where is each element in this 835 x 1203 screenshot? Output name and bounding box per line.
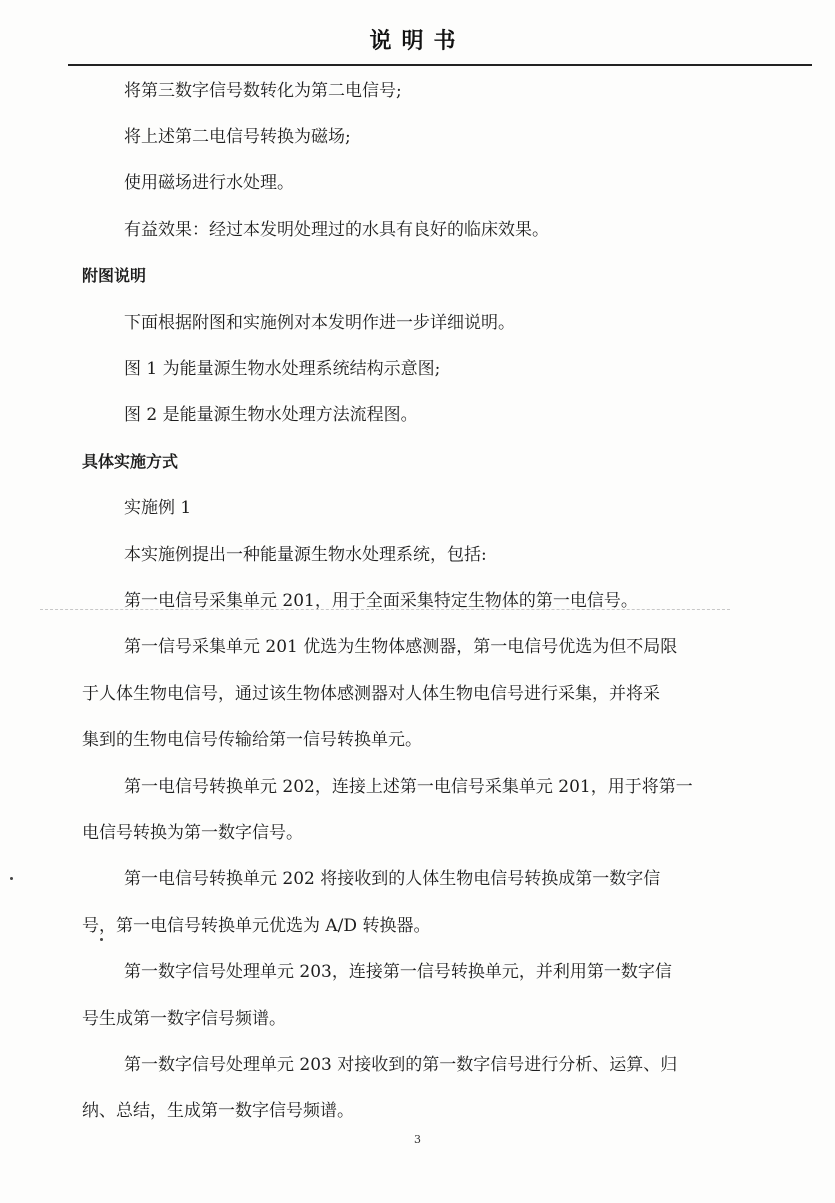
section-heading: 附图说明 bbox=[82, 266, 147, 285]
text-line: 第一数字信号处理单元 203 对接收到的第一数字信号进行分析、运算、归 bbox=[124, 1055, 678, 1075]
page-title: 说明书 bbox=[369, 29, 466, 54]
text-line: 集到的生物电信号传输给第一信号转换单元。 bbox=[82, 730, 422, 750]
text-line: 有益效果：经过本发明处理过的水具有良好的临床效果。 bbox=[124, 220, 549, 240]
text-line: 第一电信号转换单元 202 将接收到的人体生物电信号转换成第一数字信 bbox=[124, 869, 661, 889]
text-line: 将第三数字信号数转化为第二电信号; bbox=[124, 81, 402, 101]
text-line: 电信号转换为第一数字信号。 bbox=[82, 823, 303, 843]
text-line: 第一信号采集单元 201 优选为生物体感测器，第一电信号优选为但不局限 bbox=[124, 637, 678, 657]
text-line: 第一电信号采集单元 201，用于全面采集特定生物体的第一电信号。 bbox=[124, 591, 638, 611]
text-line: 纳、总结，生成第一数字信号频谱。 bbox=[82, 1101, 354, 1121]
text-line: 于人体生物电信号，通过该生物体感测器对人体生物电信号进行采集，并将采 bbox=[82, 684, 660, 704]
text-line: 将上述第二电信号转换为磁场; bbox=[124, 127, 351, 147]
section-heading: 具体实施方式 bbox=[82, 452, 179, 471]
scan-speck bbox=[100, 938, 103, 941]
text-line: 下面根据附图和实施例对本发明作进一步详细说明。 bbox=[124, 313, 515, 333]
text-line: 图 1 为能量源生物水处理系统结构示意图; bbox=[124, 359, 441, 379]
page-number: 3 bbox=[414, 1133, 421, 1146]
text-line: 图 2 是能量源生物水处理方法流程图。 bbox=[124, 405, 418, 425]
text-line: 使用磁场进行水处理。 bbox=[124, 173, 294, 193]
header-divider bbox=[68, 64, 812, 66]
text-line: 第一数字信号处理单元 203，连接第一信号转换单元，并利用第一数字信 bbox=[124, 962, 672, 982]
text-line: 第一电信号转换单元 202，连接上述第一电信号采集单元 201，用于将第一 bbox=[124, 777, 693, 797]
scan-artifact-line bbox=[40, 609, 730, 610]
text-line: 号，第一电信号转换单元优选为 A/D 转换器。 bbox=[82, 916, 431, 936]
scan-speck bbox=[10, 877, 13, 880]
text-line: 本实施例提出一种能量源生物水处理系统，包括: bbox=[124, 545, 487, 565]
text-line: 号生成第一数字信号频谱。 bbox=[82, 1009, 286, 1029]
text-line: 实施例 1 bbox=[124, 498, 192, 518]
